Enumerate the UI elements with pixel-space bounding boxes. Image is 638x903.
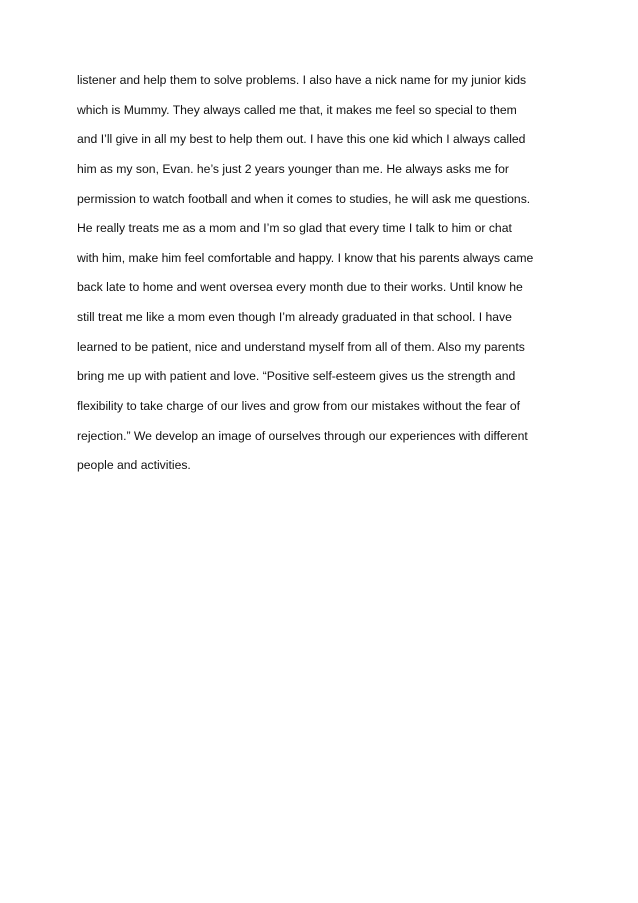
text-line: and I’ll give in all my best to help them out. I have this one kid which I always called <box>77 132 526 147</box>
text-line: back late to home and went oversea every month due to their works. Until know he <box>77 280 523 295</box>
body-paragraph <box>77 66 567 481</box>
text-line: learned to be patient, nice and understand myself from all of them. Also my parents <box>77 339 525 354</box>
text-line: still treat me like a mom even though I’m already graduated in that school. I have <box>77 310 512 325</box>
text-line: permission to watch football and when it comes to studies, he will ask me questions. <box>77 191 531 206</box>
text-line: flexibility to take charge of our lives and grow from our mistakes without the fear of <box>77 399 521 414</box>
text-line: people and activities. <box>77 458 191 473</box>
text-line: which is Mummy. They always called me that, it makes me feel so special to them <box>77 102 517 117</box>
text-line: listener and help them to solve problems. I also have a nick name for my junior kids <box>77 73 527 87</box>
text-line: He really treats me as a mom and I’m so glad that every time I talk to him or chat <box>77 221 512 236</box>
text-line: with him, make him feel comfortable and happy. I know that his parents always came <box>77 250 534 265</box>
text-line: him as my son, Evan. he’s just 2 years younger than me. He always asks me for <box>77 161 509 176</box>
text-line: rejection.” We develop an image of ourselves through our experiences with different <box>77 428 528 443</box>
text-line: bring me up with patient and love. “Positive self-esteem gives us the strength and <box>77 369 516 384</box>
